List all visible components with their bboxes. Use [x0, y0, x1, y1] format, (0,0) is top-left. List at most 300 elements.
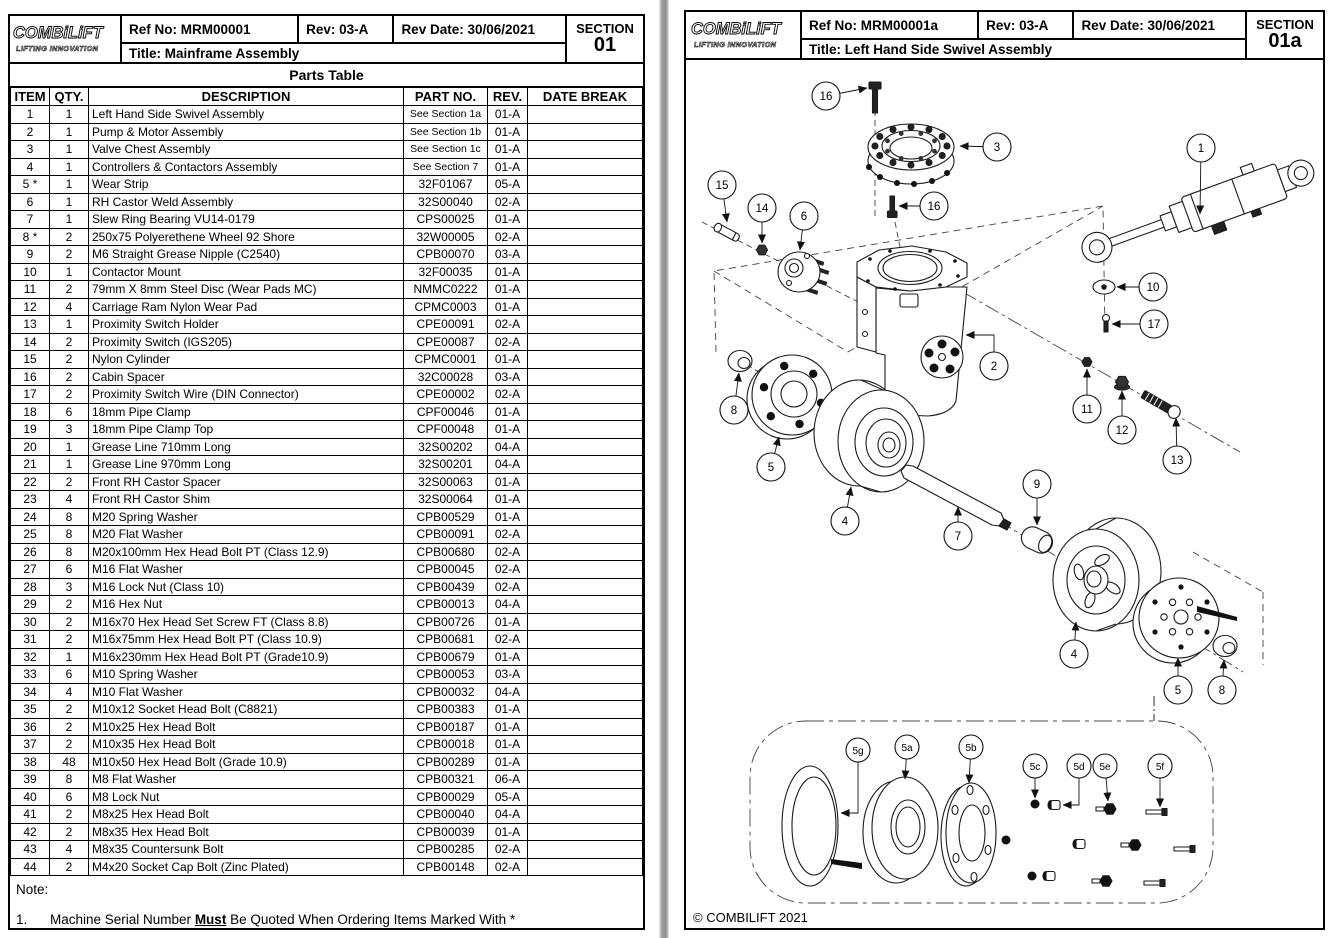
cell: 250x75 Polyerethene Wheel 92 Shore [89, 228, 404, 246]
cell: CPB00040 [404, 806, 488, 824]
svg-text:3: 3 [993, 142, 1001, 154]
pin-icon [713, 222, 741, 243]
cell [528, 368, 643, 386]
note-area [10, 876, 643, 929]
table-row [11, 176, 643, 194]
cell [528, 561, 643, 579]
detail-pin-icon [831, 859, 862, 869]
detail-flange-5b-icon [941, 783, 996, 886]
table-row [11, 683, 643, 701]
balloon-16 [899, 192, 948, 220]
cell: 36 [11, 718, 50, 736]
cell: 1 [50, 456, 89, 474]
cell: See Section 1c [404, 141, 488, 159]
table-row [11, 141, 643, 159]
cell: 32F00035 [404, 263, 488, 281]
balloon-12 [1108, 391, 1136, 444]
cell: CPB00679 [404, 648, 488, 666]
table-row [11, 561, 643, 579]
balloon-10 [1117, 273, 1167, 301]
cell: CPS00025 [404, 211, 488, 229]
cell [528, 543, 643, 561]
cell: 01-A [488, 736, 528, 754]
cell: 1 [11, 106, 50, 124]
cell [528, 421, 643, 439]
cell: M8 Flat Washer [89, 771, 404, 789]
svg-text:5g: 5g [852, 746, 864, 757]
cell: Nylon Cylinder [89, 351, 404, 369]
cell: CPE00087 [404, 333, 488, 351]
cell: 1 [50, 263, 89, 281]
table-row [11, 123, 643, 141]
cell [528, 578, 643, 596]
detail-ring-5g-icon [782, 766, 838, 886]
cell [528, 456, 643, 474]
cell: 33 [11, 666, 50, 684]
balloon-6 [790, 202, 818, 250]
cell: CPF00048 [404, 421, 488, 439]
cell: 3 [11, 141, 50, 159]
cell: 34 [11, 683, 50, 701]
cell [528, 158, 643, 176]
cell: 2 [50, 368, 89, 386]
cell: 01-A [488, 701, 528, 719]
cell: 04-A [488, 438, 528, 456]
cell: 32S00040 [404, 193, 488, 211]
cell: 01-A [488, 123, 528, 141]
balloon-14 [748, 194, 776, 243]
cell: 2 [50, 718, 89, 736]
cell [528, 666, 643, 684]
cell: 21 [11, 456, 50, 474]
table-row [11, 246, 643, 264]
cell: 16 [11, 368, 50, 386]
table-row [11, 281, 643, 299]
cell: 2 [11, 123, 50, 141]
cell: CPMC0001 [404, 351, 488, 369]
balloon-8 [1208, 660, 1236, 704]
cell [528, 858, 643, 876]
table-row [11, 403, 643, 421]
cell: 2 [50, 823, 89, 841]
section-label: SECTION [576, 20, 634, 36]
bolt-13-icon [1140, 388, 1183, 420]
cell [528, 508, 643, 526]
logo-tagline: LIFTING INNOVATION [16, 44, 99, 53]
svg-text:10: 10 [1146, 282, 1160, 294]
cell [528, 106, 643, 124]
cell: 1 [50, 141, 89, 159]
section-box [565, 16, 643, 62]
cell [528, 823, 643, 841]
cell: 01-A [488, 613, 528, 631]
cell: 04-A [488, 806, 528, 824]
table-row [11, 228, 643, 246]
cell: CPB00032 [404, 683, 488, 701]
svg-text:2: 2 [990, 361, 998, 373]
table-row [11, 543, 643, 561]
cell: 39 [11, 771, 50, 789]
svg-text:5f: 5f [1155, 762, 1165, 773]
cell: 1 [50, 158, 89, 176]
cell: CPB00726 [404, 613, 488, 631]
cell: CPB00045 [404, 561, 488, 579]
balloon-13 [1163, 418, 1191, 474]
cell [528, 298, 643, 316]
cell: Grease Line 970mm Long [89, 456, 404, 474]
cell: M10x50 Hex Head Bolt (Grade 10.9) [89, 753, 404, 771]
cell: CPMC0003 [404, 298, 488, 316]
balloon-15 [708, 171, 736, 222]
cell: Controllers & Contactors Assembly [89, 158, 404, 176]
cell: 35 [11, 701, 50, 719]
cell: 32S00063 [404, 473, 488, 491]
cell: Proximity Switch (IGS205) [89, 333, 404, 351]
parts-table [10, 87, 643, 876]
cell: 32W00005 [404, 228, 488, 246]
cell: 2 [50, 631, 89, 649]
axle-icon [901, 465, 1011, 530]
cell [528, 596, 643, 614]
bolt-16-top-icon [869, 82, 881, 113]
cell: M20 Spring Washer [89, 508, 404, 526]
cell: See Section 1b [404, 123, 488, 141]
table-row [11, 631, 643, 649]
cell: 04-A [488, 596, 528, 614]
balloon-4 [831, 487, 859, 535]
cell: 23 [11, 491, 50, 509]
svg-text:1: 1 [1197, 143, 1205, 155]
cell: CPB00680 [404, 543, 488, 561]
cell: CPB00187 [404, 718, 488, 736]
cell: 4 [11, 158, 50, 176]
cell: 17 [11, 386, 50, 404]
right-page-header [686, 12, 1323, 60]
logo-tagline: LIFTING INNOVATION [694, 40, 777, 49]
cell: 1 [50, 123, 89, 141]
washer-icon [1093, 280, 1115, 294]
cell: 2 [50, 858, 89, 876]
cell: M16x230mm Hex Head Bolt PT (Grade10.9) [89, 648, 404, 666]
cell: CPB00383 [404, 701, 488, 719]
table-row [11, 806, 643, 824]
cell: M10x12 Socket Head Bolt (C8821) [89, 701, 404, 719]
cell [528, 491, 643, 509]
cell: 2 [50, 736, 89, 754]
cell: 6 [11, 193, 50, 211]
assembly-diagram-page [684, 10, 1325, 930]
table-row [11, 718, 643, 736]
cell: 01-A [488, 141, 528, 159]
balloon-5 [757, 437, 785, 481]
cell [528, 473, 643, 491]
svg-text:5a: 5a [901, 743, 913, 754]
cell [528, 683, 643, 701]
cell: M20x100mm Hex Head Bolt PT (Class 12.9) [89, 543, 404, 561]
table-row [11, 351, 643, 369]
cell: 02-A [488, 631, 528, 649]
screw-icon [1103, 315, 1110, 333]
column-header: QTY. [50, 88, 89, 106]
table-row [11, 788, 643, 806]
cell: 3 [50, 421, 89, 439]
cell: M16x70 Hex Head Set Screw FT (Class 8.8) [89, 613, 404, 631]
cell: 1 [50, 106, 89, 124]
balloon-5b [959, 735, 983, 783]
cell: CPF00046 [404, 403, 488, 421]
cell: 02-A [488, 316, 528, 334]
cell: Proximity Switch Holder [89, 316, 404, 334]
cell: M8 Lock Nut [89, 788, 404, 806]
balloon-5 [1164, 658, 1192, 704]
cell: Left Hand Side Swivel Assembly [89, 106, 404, 124]
copyright-notice: © COMBILIFT 2021 [693, 910, 812, 925]
svg-text:5e: 5e [1099, 762, 1111, 773]
exploded-assembly-diagram [686, 64, 1323, 928]
cell: 01-A [488, 158, 528, 176]
cell: See Section 7 [404, 158, 488, 176]
cell: 18mm Pipe Clamp [89, 403, 404, 421]
note-line [16, 912, 637, 927]
cell: CPB00289 [404, 753, 488, 771]
cell [528, 701, 643, 719]
cell: 01-A [488, 421, 528, 439]
cell: 02-A [488, 228, 528, 246]
detail-sleeves-5d-icon [1043, 801, 1085, 881]
cell: 13 [11, 316, 50, 334]
cell [528, 123, 643, 141]
nut-11-icon [1082, 358, 1092, 367]
table-row [11, 771, 643, 789]
spacer-icon [1018, 523, 1056, 556]
cell: 04-A [488, 456, 528, 474]
table-row [11, 648, 643, 666]
cell [528, 141, 643, 159]
svg-text:16: 16 [819, 91, 833, 103]
cell: CPB00681 [404, 631, 488, 649]
cell: CPB00529 [404, 508, 488, 526]
cell: RH Castor Weld Assembly [89, 193, 404, 211]
cell: 29 [11, 596, 50, 614]
cell: 02-A [488, 333, 528, 351]
cell: 2 [50, 473, 89, 491]
table-row [11, 106, 643, 124]
table-header-row [11, 88, 643, 106]
svg-text:5: 5 [1174, 685, 1182, 697]
svg-text:16: 16 [927, 201, 941, 213]
cell: 32S00201 [404, 456, 488, 474]
cell: 43 [11, 841, 50, 859]
cell: M8x25 Hex Head Bolt [89, 806, 404, 824]
cell: 37 [11, 736, 50, 754]
cell: 12 [11, 298, 50, 316]
cell: M16 Hex Nut [89, 596, 404, 614]
svg-text:4: 4 [841, 516, 849, 528]
page-title: Title: Mainframe Assembly [129, 45, 300, 61]
cell: 42 [11, 823, 50, 841]
section-label: SECTION [1256, 16, 1314, 32]
balloon-5e [1093, 754, 1117, 801]
cell: 4 [50, 491, 89, 509]
section-number: 01a [1268, 30, 1302, 53]
cell: 1 [50, 648, 89, 666]
hub-icon [778, 252, 829, 295]
cell: 26 [11, 543, 50, 561]
detail-nuts-5e-icon [1092, 804, 1141, 886]
rev: Rev: 03-A [299, 16, 394, 42]
cell: Wear Strip [89, 176, 404, 194]
nut-12-icon [1115, 376, 1130, 390]
table-row [11, 263, 643, 281]
cell: 2 [50, 281, 89, 299]
balloon-5a [895, 735, 919, 779]
cell: 01-A [488, 298, 528, 316]
bolt-16-lower-icon [888, 196, 898, 218]
cell: 03-A [488, 368, 528, 386]
table-row [11, 333, 643, 351]
balloon-17 [1112, 310, 1168, 338]
cell: M10x25 Hex Head Bolt [89, 718, 404, 736]
table-row [11, 421, 643, 439]
bushing-right-icon [1213, 636, 1237, 657]
cell [528, 316, 643, 334]
cell: 6 [50, 788, 89, 806]
table-row [11, 596, 643, 614]
cell: 03-A [488, 666, 528, 684]
cell: 20 [11, 438, 50, 456]
cell: 01-A [488, 508, 528, 526]
cell: 01-A [488, 648, 528, 666]
cell: CPB00070 [404, 246, 488, 264]
cell: 6 [50, 403, 89, 421]
cell: M10 Flat Washer [89, 683, 404, 701]
cell: 32 [11, 648, 50, 666]
cell: 2 [50, 228, 89, 246]
cell: 01-A [488, 281, 528, 299]
svg-text:5: 5 [767, 462, 775, 474]
cell: 1 [50, 316, 89, 334]
cell: CPB00013 [404, 596, 488, 614]
cell: 5 * [11, 176, 50, 194]
cell: Front RH Castor Shim [89, 491, 404, 509]
table-row [11, 508, 643, 526]
cell: 32F01067 [404, 176, 488, 194]
svg-text:7: 7 [954, 531, 962, 543]
cell: 18mm Pipe Clamp Top [89, 421, 404, 439]
table-row [11, 368, 643, 386]
cell [528, 386, 643, 404]
cell: Contactor Mount [89, 263, 404, 281]
table-row [11, 438, 643, 456]
cell: 41 [11, 806, 50, 824]
cell: CPB00285 [404, 841, 488, 859]
column-header: DESCRIPTION [89, 88, 404, 106]
table-row [11, 473, 643, 491]
table-row [11, 701, 643, 719]
cell [528, 438, 643, 456]
table-row [11, 578, 643, 596]
cell: 25 [11, 526, 50, 544]
cell: 8 [50, 526, 89, 544]
svg-text:5d: 5d [1073, 762, 1085, 773]
note-number: 1. [16, 912, 28, 927]
cell: 02-A [488, 193, 528, 211]
balloon-3 [960, 133, 1011, 161]
cell: M16 Flat Washer [89, 561, 404, 579]
table-row [11, 491, 643, 509]
ref-no: Ref No: MRM00001 [122, 16, 299, 42]
cell: CPB00018 [404, 736, 488, 754]
cell: 02-A [488, 561, 528, 579]
cell: 01-A [488, 263, 528, 281]
cell: 05-A [488, 788, 528, 806]
svg-text:11: 11 [1081, 404, 1093, 416]
table-row [11, 753, 643, 771]
cell: 7 [11, 211, 50, 229]
cell: 44 [11, 858, 50, 876]
svg-text:15: 15 [715, 180, 729, 192]
cell: 24 [11, 508, 50, 526]
cell: 4 [50, 298, 89, 316]
cell: Valve Chest Assembly [89, 141, 404, 159]
table-row [11, 386, 643, 404]
detail-balls-5c-icon [1002, 800, 1040, 881]
bushing-left-icon [728, 351, 752, 372]
cell: 2 [50, 386, 89, 404]
cell: 2 [50, 806, 89, 824]
cell: CPE00091 [404, 316, 488, 334]
cell [528, 631, 643, 649]
cell: 19 [11, 421, 50, 439]
combilift-logo [10, 16, 122, 62]
cell [528, 246, 643, 264]
cell: 30 [11, 613, 50, 631]
cell: CPE00002 [404, 386, 488, 404]
cell: 11 [11, 281, 50, 299]
table-row [11, 456, 643, 474]
cell: 02-A [488, 858, 528, 876]
cell: M10x35 Hex Head Bolt [89, 736, 404, 754]
svg-text:5c: 5c [1029, 762, 1041, 773]
cell: CPB00029 [404, 788, 488, 806]
combilift-logo-icon [12, 19, 118, 59]
cell: M16 Lock Nut (Class 10) [89, 578, 404, 596]
cell [528, 788, 643, 806]
cell: 02-A [488, 526, 528, 544]
rev-date: Rev Date: 30/06/2021 [1081, 17, 1216, 33]
cell: 3 [50, 578, 89, 596]
table-row [11, 823, 643, 841]
combilift-logo [686, 12, 802, 58]
cell: 18 [11, 403, 50, 421]
cell [528, 806, 643, 824]
cell: 8 [50, 508, 89, 526]
page-divider [659, 0, 669, 938]
table-row [11, 666, 643, 684]
table-row [11, 158, 643, 176]
cell: 1 [50, 176, 89, 194]
cell: 01-A [488, 718, 528, 736]
parts-table-title: Parts Table [10, 64, 643, 87]
cell: 1 [50, 193, 89, 211]
table-row [11, 193, 643, 211]
table-row [11, 841, 643, 859]
cell: M4x20 Socket Cap Bolt (Zinc Plated) [89, 858, 404, 876]
table-row [11, 298, 643, 316]
balloon-5f [1148, 754, 1172, 807]
note-label: Note: [16, 882, 49, 897]
cell: 01-A [488, 753, 528, 771]
